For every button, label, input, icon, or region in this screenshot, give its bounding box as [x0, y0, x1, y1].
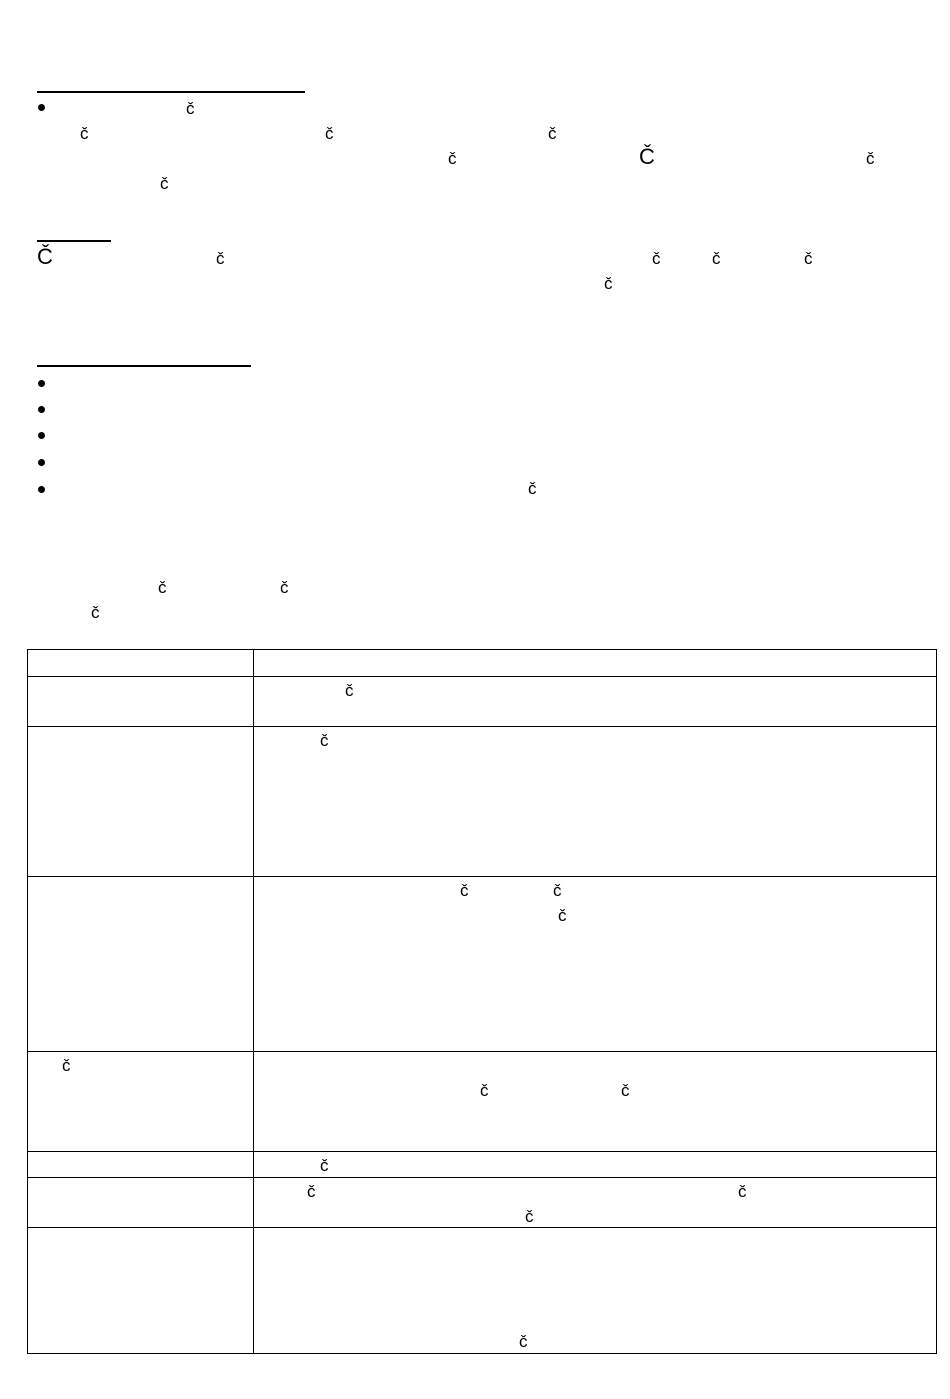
section-3-heading-underline — [37, 365, 251, 367]
bullet-2 — [38, 380, 45, 387]
bullet-1 — [38, 104, 45, 111]
glyph-c-caron: č — [345, 681, 354, 700]
table-cell — [28, 727, 254, 877]
glyph-c-caron: č — [558, 906, 567, 925]
glyph-C-caron: Č — [639, 144, 655, 169]
table-row — [28, 650, 937, 677]
table-cell — [28, 1178, 254, 1228]
glyph-c-caron: č — [307, 1182, 316, 1201]
table-cell — [28, 1228, 254, 1354]
table-cell — [28, 877, 254, 1052]
glyph-c-caron: č — [160, 174, 169, 193]
table-row — [28, 877, 937, 1052]
table-cell — [28, 1052, 254, 1152]
glyph-c-caron: č — [548, 124, 557, 143]
bullet-5 — [38, 459, 45, 466]
table-row — [28, 727, 937, 877]
glyph-c-caron: č — [91, 603, 100, 622]
glyph-c-caron: č — [216, 249, 225, 268]
table-cell — [254, 677, 937, 727]
glyph-c-caron: č — [62, 1056, 71, 1075]
glyph-c-caron: č — [519, 1332, 528, 1351]
glyph-c-caron: č — [525, 1207, 534, 1226]
glyph-c-caron: č — [712, 249, 721, 268]
table-cell — [254, 1178, 937, 1228]
glyph-c-caron: č — [325, 124, 334, 143]
table-cell — [254, 1052, 937, 1152]
glyph-c-caron: č — [553, 881, 562, 900]
glyph-c-caron: č — [320, 1156, 329, 1175]
glyph-c-caron: č — [158, 578, 167, 597]
bullet-3 — [38, 406, 45, 413]
glyph-c-caron: č — [621, 1081, 630, 1100]
bullet-4 — [38, 432, 45, 439]
glyph-c-caron: č — [528, 479, 537, 498]
table-cell — [254, 727, 937, 877]
table-cell — [28, 1152, 254, 1178]
glyph-c-caron: č — [460, 881, 469, 900]
table-cell — [28, 650, 254, 677]
table-row — [28, 1052, 937, 1152]
glyph-c-caron: č — [652, 249, 661, 268]
glyph-c-caron: č — [80, 124, 89, 143]
table-cell — [28, 677, 254, 727]
glyph-c-caron: č — [186, 99, 195, 118]
glyph-c-caron: č — [320, 731, 329, 750]
table-cell — [254, 877, 937, 1052]
table-row — [28, 1228, 937, 1354]
glyph-C-caron: Č — [37, 244, 53, 269]
glyph-c-caron: č — [480, 1081, 489, 1100]
table-cell — [254, 650, 937, 677]
glyph-c-caron: č — [280, 578, 289, 597]
section-2-heading-underline — [37, 240, 111, 242]
glyph-c-caron: č — [738, 1182, 747, 1201]
glyph-c-caron: č — [604, 274, 613, 293]
section-1-heading-underline — [37, 91, 305, 93]
glyph-c-caron: č — [804, 249, 813, 268]
table-cell — [254, 1228, 937, 1354]
data-table — [27, 649, 937, 1354]
table-row — [28, 677, 937, 727]
table-row — [28, 1152, 937, 1178]
glyph-c-caron: č — [448, 149, 457, 168]
table-cell — [254, 1152, 937, 1178]
bullet-6 — [38, 486, 45, 493]
table-row — [28, 1178, 937, 1228]
glyph-c-caron: č — [866, 149, 875, 168]
